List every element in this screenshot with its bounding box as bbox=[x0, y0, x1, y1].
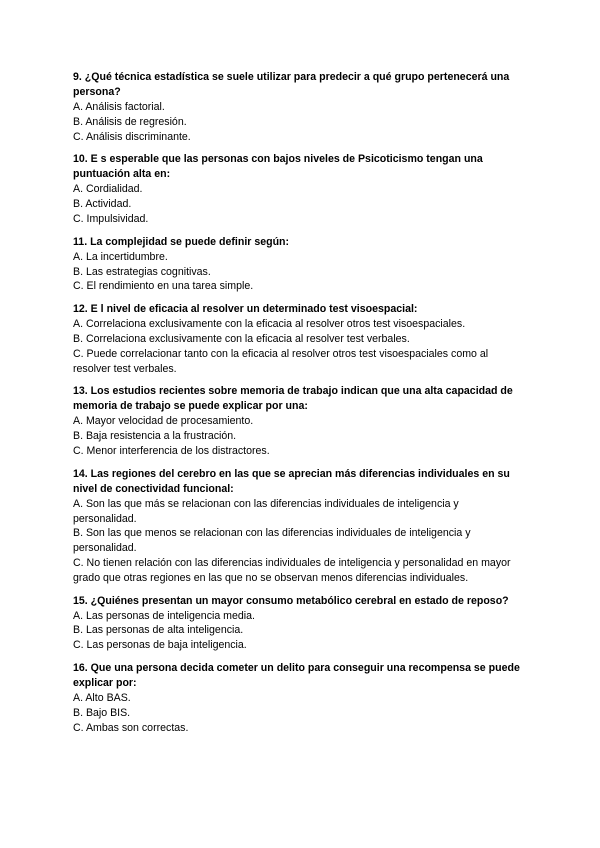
option-list bbox=[73, 609, 523, 653]
option-a: A. Las personas de inteligencia media. bbox=[73, 609, 255, 622]
option-c: C. El rendimiento en una tarea simple. bbox=[73, 280, 254, 293]
option-list bbox=[73, 182, 523, 226]
question-10 bbox=[73, 152, 523, 226]
option-list bbox=[73, 414, 523, 458]
option-b: B. Bajo BIS. bbox=[73, 706, 131, 719]
question-title: 15. ¿Quiénes presentan un mayor consumo metabólico cerebral en estado de reposo? bbox=[73, 594, 509, 607]
option-b: B. Baja resistencia a la frustración. bbox=[73, 430, 237, 443]
question-12 bbox=[73, 302, 523, 376]
option-b: B. Son las que menos se relacionan con las diferencias individuales de inteligencia y personalidad. bbox=[73, 527, 471, 555]
option-a: A. Mayor velocidad de procesamiento. bbox=[73, 415, 254, 428]
option-c: C. Puede correlacionar tanto con la eficacia al resolver otros test visoespaciales como al resolver test verbales. bbox=[73, 347, 489, 375]
option-list bbox=[73, 250, 523, 294]
question-title: 9. ¿Qué técnica estadística se suele utilizar para predecir a qué grupo pertenecerá una persona? bbox=[73, 71, 510, 98]
option-list bbox=[73, 100, 523, 144]
option-b: B. Actividad. bbox=[73, 198, 132, 211]
question-14 bbox=[73, 467, 523, 586]
option-b: B. Correlaciona exclusivamente con la eficacia al resolver test verbales. bbox=[73, 332, 410, 345]
question-16 bbox=[73, 661, 523, 735]
option-list bbox=[73, 691, 523, 735]
question-11 bbox=[73, 235, 523, 294]
option-b: B. Las estrategias cognitivas. bbox=[73, 265, 211, 278]
option-b: B. Análisis de regresión. bbox=[73, 115, 187, 128]
document-page bbox=[73, 70, 523, 743]
option-c: C. Ambas son correctas. bbox=[73, 721, 189, 734]
question-title: 16. Que una persona decida cometer un delito para conseguir una recompensa se puede explicar por: bbox=[73, 661, 520, 689]
question-9 bbox=[73, 70, 523, 144]
option-list bbox=[73, 497, 523, 586]
question-title: 10. E s esperable que las personas con bajos niveles de Psicoticismo tengan una puntuación alta en: bbox=[73, 153, 483, 181]
option-c: C. Las personas de baja inteligencia. bbox=[73, 639, 247, 652]
question-title: 14. Las regiones del cerebro en las que se aprecian más diferencias individuales en su nivel de conectividad funcional: bbox=[73, 467, 510, 495]
option-c: C. Impulsividad. bbox=[73, 212, 149, 225]
option-a: A. Análisis factorial. bbox=[73, 101, 165, 113]
option-a: A. Correlaciona exclusivamente con la eficacia al resolver otros test visoespaciales. bbox=[73, 318, 466, 331]
option-c: C. Menor interferencia de los distractores. bbox=[73, 444, 270, 457]
option-b: B. Las personas de alta inteligencia. bbox=[73, 624, 244, 637]
question-title: 13. Los estudios recientes sobre memoria de trabajo indican que una alta capacidad de memoria de trabajo se puede explicar por una: bbox=[73, 385, 513, 413]
question-15 bbox=[73, 594, 523, 653]
option-a: A. La incertidumbre. bbox=[73, 250, 168, 263]
question-title: 12. E l nivel de eficacia al resolver un determinado test visoespacial: bbox=[73, 303, 418, 316]
question-title: 11. La complejidad se puede definir según: bbox=[73, 235, 290, 248]
option-a: A. Alto BAS. bbox=[73, 691, 131, 704]
option-c: C. Análisis discriminante. bbox=[73, 130, 191, 143]
question-13 bbox=[73, 384, 523, 458]
option-c: C. No tienen relación con las diferencias individuales de inteligencia y personalidad en mayor grado que otras regiones en las que no se observan menos diferencias individuales. bbox=[73, 556, 511, 584]
option-list bbox=[73, 317, 523, 376]
option-a: A. Son las que más se relacionan con las diferencias individuales de inteligencia y personalidad. bbox=[73, 497, 459, 525]
option-a: A. Cordialidad. bbox=[73, 183, 143, 196]
